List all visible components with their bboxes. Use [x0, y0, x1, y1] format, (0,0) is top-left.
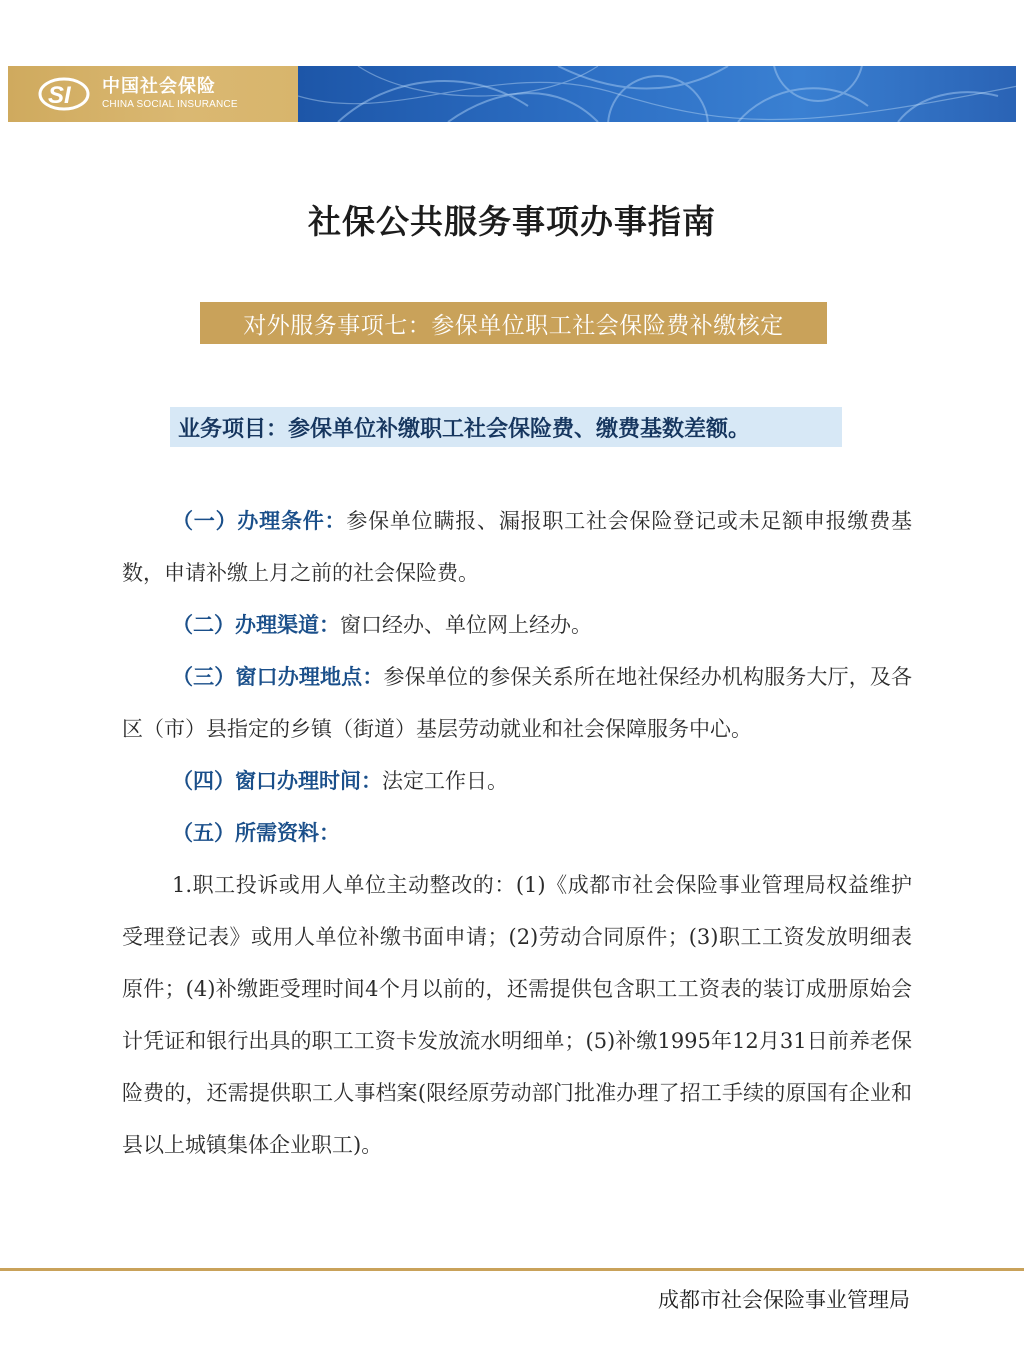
section-label: （一）办理条件：	[172, 509, 347, 533]
logo-text	[102, 78, 238, 110]
business-item-heading: 业务项目：参保单位补缴职工社会保险费、缴费基数差额。	[170, 407, 842, 447]
section-text: 参保单位的参保关系所在地社保经办机构服务大厅，及各区（市）县指定的乡镇（街道）基层劳动就业和社会保障服务中心。	[122, 665, 913, 741]
section-label: （二）办理渠道：	[172, 613, 340, 637]
section-location	[122, 651, 912, 755]
section-text: 窗口经办、单位网上经办。	[340, 613, 592, 637]
banner-pattern	[298, 66, 1016, 122]
social-insurance-logo-icon	[38, 76, 96, 112]
page-title: 社保公共服务事项办事指南	[308, 202, 716, 241]
section-hours	[122, 755, 912, 807]
section-channels	[122, 599, 912, 651]
section-text: 法定工作日。	[382, 769, 508, 793]
banner-decoration-icon	[298, 66, 1016, 122]
materials-item-1: 1.职工投诉或用人单位主动整改的：(1)《成都市社会保险事业管理局权益维护受理登记表》或用人单位补缴书面申请；(2)劳动合同原件；(3)职工工资发放明细表原件；(4)补缴距受理时间4个月以前的，还需提供包含职工工资表的装订成册原始会计凭证和银行出具的职工工资卡发放流水明细单；(5)补缴1995年12月31日前养老保险费的，还需提供职工人事档案(限经原劳动部门批准办理了招工手续的原国有企业和县以上城镇集体企业职工)。	[122, 873, 912, 1157]
guide-content	[122, 495, 912, 1171]
section-label: （五）所需资料：	[172, 821, 340, 845]
logo-english-name: CHINA SOCIAL INSURANCE	[102, 99, 238, 110]
section-label: （四）窗口办理时间：	[172, 769, 382, 793]
service-item-heading: 对外服务事项七：参保单位职工社会保险费补缴核定	[200, 302, 827, 344]
logo-chinese-name: 中国社会保险	[102, 76, 216, 97]
logo-area	[8, 66, 298, 122]
section-conditions	[122, 495, 912, 599]
section-text: 参保单位瞒报、漏报职工社会保险登记或未足额申报缴费基数，申请补缴上月之前的社会保险费。	[122, 509, 913, 585]
footer-divider	[0, 1268, 1024, 1271]
logo-mark-text: SI	[48, 82, 71, 109]
section-materials	[122, 807, 912, 859]
section-label: （三）窗口办理地点：	[172, 665, 384, 689]
footer-organization: 成都市社会保险事业管理局	[658, 1288, 910, 1312]
header-banner	[8, 66, 1016, 122]
